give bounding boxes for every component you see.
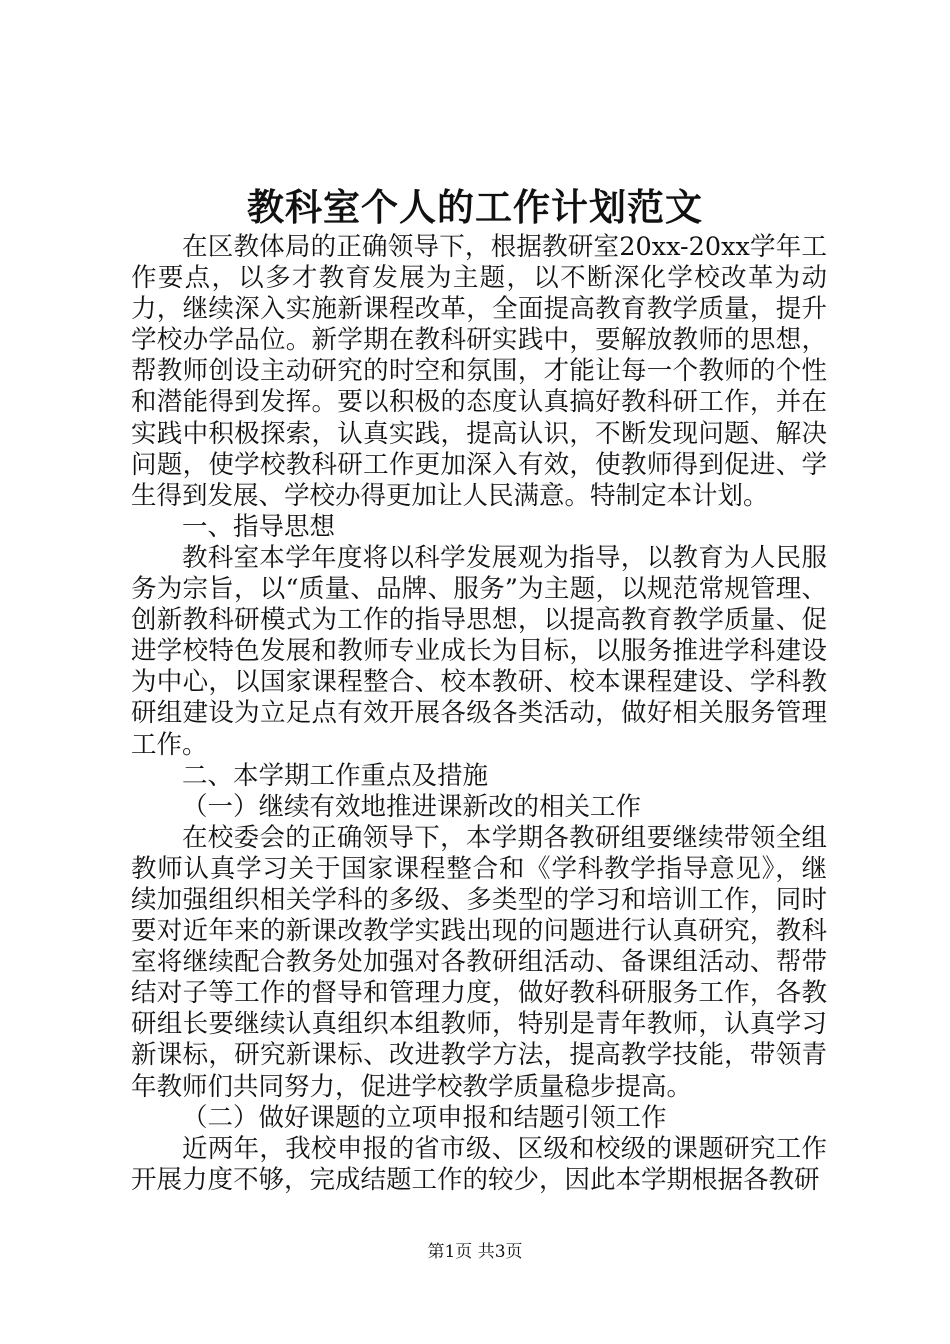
curriculum-reform-paragraph: 在校委会的正确领导下，本学期各教研组要继续带领全组教师认真学习关于国家课程整合和《学科教学指导意见》，继续加强组织相关学科的多级、多类型的学习和培训工作，同时要对近年来的新课改教学实践出现的问题进行认真研究，教科室将继续配合教务处加强对各教研组活动、备课组活动、帮带结对子等工作的督导和管理力度，做好教科研服务工作，各教研组长要继续认真组织本组教师，特别是青年教师，认真学习新课标，研究新课标、改进教学方法，提高教学技能，带领青年教师们共同努力，促进学校教学质量稳步提高。 (131, 822, 827, 1102)
document-title: 教科室个人的工作计划范文 (247, 185, 703, 229)
guiding-ideology-paragraph: 教科室本学年度将以科学发展观为指导，以教育为人民服务为宗旨，以“质量、品牌、服务”为主题，以规范常规管理、创新教科研模式为工作的指导思想，以提高教育教学质量、促进学校特色发展和教师专业成长为目标，以服务推进学科建设为中心，以国家课程整合、校本教研、校本课程建设、学科教研组建设为立足点有效开展各级各类活动，做好相关服务管理工作。 (131, 542, 827, 760)
research-projects-paragraph: 近两年，我校申报的省市级、区级和校级的课题研究工作开展力度不够，完成结题工作的较少，因此本学期根据各教研 (131, 1133, 827, 1195)
subsection-heading-research-projects: （二）做好课题的立项申报和结题引领工作 (182, 1102, 667, 1133)
intro-paragraph: 在区教体局的正确领导下，根据教研室20xx-20xx学年工作要点，以多才教育发展为主题，以不断深化学校改革为动力，继续深入实施新课程改革，全面提高教育教学质量，提升学校办学品位。新学期在教科研实践中，要解放教师的思想，帮教师创设主动研究的时空和氛围，才能让每一个教师的个性和潜能得到发挥。要以积极的态度认真搞好教科研工作，并在实践中积极探索，认真实践，提高认识，不断发现问题、解决问题，使学校教科研工作更加深入有效，使教师得到促进、学生得到发展、学校办得更加让人民满意。特制定本计划。 (131, 232, 827, 511)
section-heading-work-focus: 二、本学期工作重点及措施 (182, 760, 489, 791)
section-heading-guiding-ideology: 一、指导思想 (182, 511, 336, 542)
subsection-heading-curriculum-reform: （一）继续有效地推进课新改的相关工作 (182, 791, 642, 822)
page-number-footer: 第1页 共3页 (427, 1242, 523, 1262)
document-body (131, 232, 827, 1196)
